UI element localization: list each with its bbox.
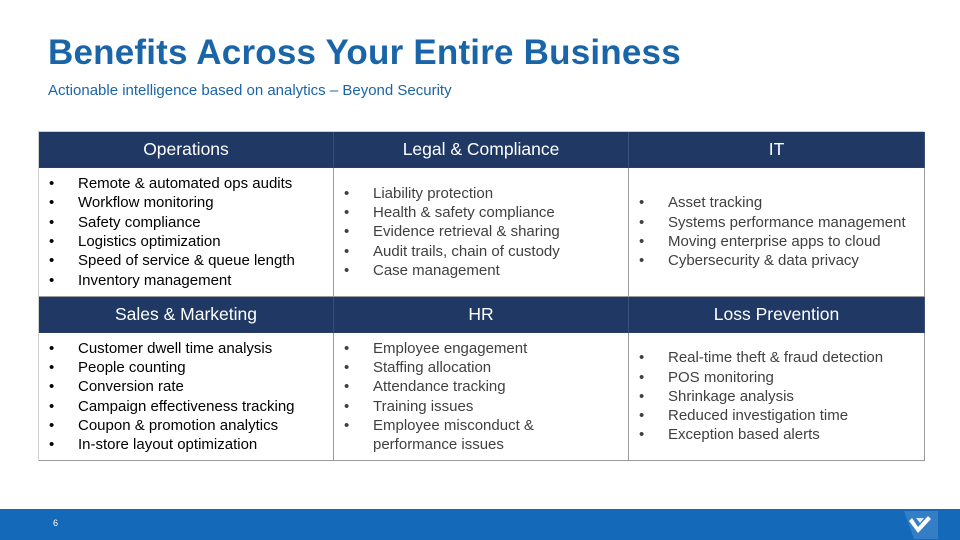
list-item-text: Coupon & promotion analytics: [78, 416, 279, 434]
list-item: [49, 174, 295, 193]
it-list: [639, 193, 906, 270]
list-item-text: Shrinkage analysis: [668, 387, 794, 405]
bullet-icon: •: [49, 416, 55, 434]
list-item: [639, 193, 906, 212]
list-item-text: Training issues: [373, 397, 474, 415]
list-item: [639, 232, 906, 251]
bullet-icon: •: [344, 204, 350, 222]
list-item-text: POS monitoring: [668, 368, 774, 386]
bullet-icon: •: [344, 261, 350, 279]
it-list-cell: [629, 168, 925, 297]
list-item-text: Inventory management: [78, 271, 232, 289]
list-item-text: Campaign effectiveness tracking: [78, 397, 295, 415]
bullet-icon: •: [639, 194, 645, 212]
list-item: [639, 425, 883, 444]
list-item: [49, 271, 295, 290]
loss-prevention-list-cell: [629, 333, 925, 461]
bullet-icon: •: [49, 175, 55, 193]
header-loss-prevention: Loss Prevention: [629, 297, 925, 333]
list-item-text: Asset tracking: [668, 194, 763, 212]
list-item: [344, 416, 620, 455]
list-item-text: Health & safety compliance: [373, 204, 555, 222]
list-item: [49, 377, 295, 396]
list-item: [49, 193, 295, 212]
list-item: [344, 184, 560, 203]
list-item: [344, 222, 560, 241]
list-item-text: Customer dwell time analysis: [78, 339, 273, 357]
list-item: [49, 397, 295, 416]
list-item: [639, 213, 906, 232]
list-item-text: People counting: [78, 358, 186, 376]
list-item-text: Audit trails, chain of custody: [373, 242, 560, 260]
bullet-icon: •: [639, 387, 645, 405]
bullet-icon: •: [344, 184, 350, 202]
list-item-text: Liability protection: [373, 184, 494, 202]
hr-list: [344, 339, 620, 455]
bullet-icon: •: [344, 397, 350, 415]
sales-marketing-list-cell: [39, 333, 334, 461]
bullet-icon: •: [639, 349, 645, 367]
bullet-icon: •: [344, 378, 350, 396]
operations-list: [49, 174, 295, 290]
bullet-icon: •: [49, 339, 55, 357]
bullet-icon: •: [49, 213, 55, 231]
header-hr: HR: [334, 297, 629, 333]
list-item-text: Systems performance management: [668, 213, 906, 231]
list-item-text: Reduced investigation time: [668, 407, 849, 425]
footer-bar: [0, 509, 960, 540]
list-item: [344, 377, 620, 396]
header-sales-marketing: Sales & Marketing: [39, 297, 334, 333]
header-legal-compliance: Legal & Compliance: [334, 132, 629, 168]
sales-marketing-list: [49, 339, 295, 455]
loss-prevention-list: [639, 348, 883, 444]
list-item: [639, 387, 883, 406]
list-item: [49, 339, 295, 358]
list-item-text: Employee misconduct & performance issues: [373, 416, 534, 454]
list-item: [49, 213, 295, 232]
list-item: [49, 416, 295, 435]
bullet-icon: •: [639, 407, 645, 425]
header-it: IT: [629, 132, 925, 168]
list-item: [49, 232, 295, 251]
operations-list-cell: [39, 168, 334, 297]
legal-compliance-list-cell: [334, 168, 629, 297]
list-item-text: Cybersecurity & data privacy: [668, 252, 859, 270]
bullet-icon: •: [639, 213, 645, 231]
list-item-text: Staffing allocation: [373, 358, 492, 376]
bullet-icon: •: [49, 378, 55, 396]
list-item-text: Attendance tracking: [373, 378, 506, 396]
list-item: [344, 242, 560, 261]
list-item-text: Speed of service & queue length: [78, 252, 295, 270]
hr-list-cell: [334, 333, 629, 461]
list-item-text: Moving enterprise apps to cloud: [668, 233, 881, 250]
bullet-icon: •: [639, 233, 645, 250]
bullet-icon: •: [639, 252, 645, 270]
bullet-icon: •: [49, 252, 55, 270]
list-item-text: Evidence retrieval & sharing: [373, 223, 560, 241]
page-number: 6: [53, 518, 59, 528]
bullet-icon: •: [49, 233, 55, 250]
company-logo-icon: [898, 511, 938, 539]
list-item-text: Conversion rate: [78, 378, 184, 396]
list-item: [344, 358, 620, 377]
list-item: [49, 358, 295, 377]
bullet-icon: •: [344, 242, 350, 260]
slide-title: Benefits Across Your Entire Business: [48, 33, 681, 72]
legal-compliance-list: [344, 184, 560, 280]
bullet-icon: •: [49, 358, 55, 376]
list-item: [639, 406, 883, 425]
bullet-icon: •: [344, 416, 350, 434]
list-item-text: Logistics optimization: [78, 233, 221, 250]
list-item-text: Workflow monitoring: [78, 194, 214, 212]
list-item-text: Exception based alerts: [668, 426, 820, 444]
list-item-text: Real-time theft & fraud detection: [668, 349, 884, 367]
list-item: [344, 261, 560, 280]
bullet-icon: •: [49, 397, 55, 415]
list-item-text: In-store layout optimization: [78, 436, 258, 454]
list-item: [344, 339, 620, 358]
bullet-icon: •: [344, 339, 350, 357]
slide-subtitle: Actionable intelligence based on analytics – Beyond Security: [48, 82, 452, 99]
bullet-icon: •: [639, 368, 645, 386]
list-item: [639, 348, 883, 367]
list-item-text: Safety compliance: [78, 213, 201, 231]
bullet-icon: •: [639, 426, 645, 444]
benefits-table: [38, 131, 924, 461]
list-item: [49, 251, 295, 270]
bullet-icon: •: [344, 358, 350, 376]
bullet-icon: •: [49, 194, 55, 212]
bullet-icon: •: [344, 223, 350, 241]
list-item: [639, 368, 883, 387]
list-item: [639, 251, 906, 270]
list-item-text: Employee engagement: [373, 339, 528, 357]
bullet-icon: •: [49, 271, 55, 289]
header-operations: Operations: [39, 132, 334, 168]
list-item-text: Case management: [373, 261, 500, 279]
list-item: [344, 203, 560, 222]
list-item: [344, 397, 620, 416]
bullet-icon: •: [49, 436, 55, 454]
list-item-text: Remote & automated ops audits: [78, 175, 293, 193]
list-item: [49, 435, 295, 454]
